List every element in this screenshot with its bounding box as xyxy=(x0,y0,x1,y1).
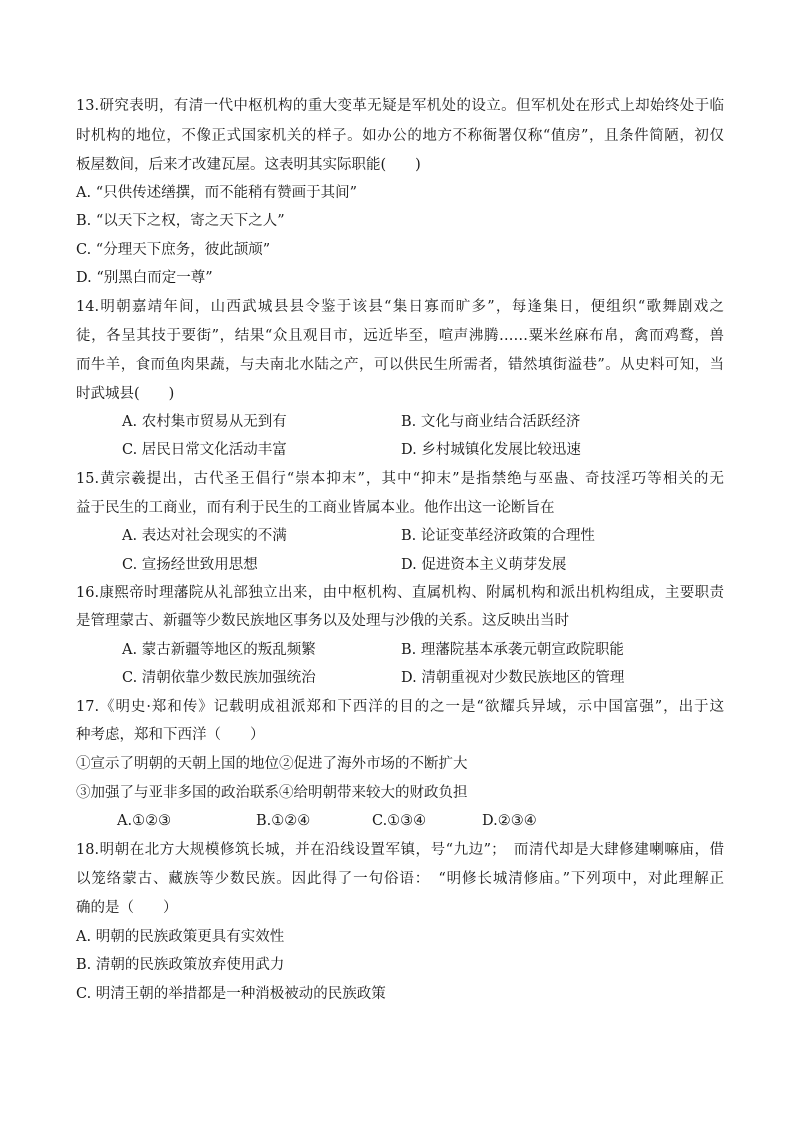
q18-option-a: A. 明朝的民族政策更具有实效性 xyxy=(76,929,285,945)
q15-option-d: D. 促进资本主义萌芽发展 xyxy=(401,557,567,573)
q14-option-a: A. 农村集市贸易从无到有 xyxy=(122,414,287,430)
q16-option-d: D. 清朝重视对少数民族地区的管理 xyxy=(401,670,625,686)
q15-option-c: C. 宣扬经世致用思想 xyxy=(122,557,258,573)
q13-option-c: C. “分理天下庶务，彼此颉颃” xyxy=(76,242,271,258)
q14-option-c: C. 居民日常文化活动丰富 xyxy=(122,442,287,458)
q15-option-b: B. 论证变革经济政策的合理性 xyxy=(401,528,595,544)
q17-statement-line: ③加强了与亚非多国的政治联系④给明朝带来较大的财政负担 xyxy=(76,785,468,801)
q14-option-b: B. 文化与商业结合活跃经济 xyxy=(401,414,581,430)
q13-stem-line: 13.研究表明，有清一代中枢机构的重大变革无疑是军机处的设立。但军机处在形式上却始终处于临 xyxy=(76,98,724,114)
q15-stem-line: 益于民生的工商业，而有利于民生的工商业皆属本业。他作出这一论断旨在 xyxy=(76,500,555,516)
q14-stem-line: 而牛羊，食而鱼肉果蔬，与夫南北水陆之产，可以供民生所需者，错然填街溢巷”。从史料可知，当 xyxy=(76,357,724,373)
q15-option-a: A. 表达对社会现实的不满 xyxy=(122,528,287,544)
q17-option-d: D.②③④ xyxy=(482,813,537,829)
q16-stem-line: 是管理蒙古、新疆等少数民族地区事务以及处理与沙俄的关系。这反映出当时 xyxy=(76,613,569,629)
q13-stem-line: 板屋数间，后来才改建瓦屋。这表明其实际职能( ) xyxy=(76,157,421,173)
q17-statement-line: ①宣示了明朝的天朝上国的地位②促进了海外市场的不断扩大 xyxy=(76,756,468,772)
q14-option-d: D. 乡村城镇化发展比较迅速 xyxy=(401,442,581,458)
q17-stem-line: 17.《明史·郑和传》记载明成祖派郑和下西洋的目的之一是“欲耀兵异域，示中国富强”，出于这 xyxy=(76,699,724,715)
q17-option-a: A.①②③ xyxy=(117,813,172,829)
q14-stem-line: 时武城县( ) xyxy=(76,386,175,402)
q13-option-b: B. “以天下之权，寄之天下之人” xyxy=(76,213,285,229)
q17-option-c: C.①③④ xyxy=(372,813,427,829)
q18-stem-line: 确的是（ ） xyxy=(76,900,178,916)
q15-stem-line: 15.黄宗羲提出，古代圣王倡行“崇本抑末”，其中“抑末”是指禁绝与巫蛊、奇技淫巧等相关的无 xyxy=(76,471,724,487)
q16-option-c: C. 清朝依靠少数民族加强统治 xyxy=(122,670,316,686)
q13-option-a: A. “只供传述缮撰，而不能稍有赞画于其间” xyxy=(76,185,358,201)
q17-option-b: B.①②④ xyxy=(256,813,311,829)
q14-stem-line: 14.明朝嘉靖年间，山西武城县县令鉴于该县“集日寡而旷多”，每逢集日，便组织“歌舞剧戏之 xyxy=(76,299,724,315)
q16-stem-line: 16.康熙帝时理藩院从礼部独立出来，由中枢机构、直属机构、附属机构和派出机构组成，主要职责 xyxy=(76,585,724,601)
q18-stem-line: 以笼络蒙古、藏族等少数民族。因此得了一句俗语： “明修长城清修庙。”下列项中，对此理解正 xyxy=(76,871,724,887)
q16-option-a: A. 蒙古新疆等地区的叛乱频繁 xyxy=(122,642,316,658)
q17-stem-line: 种考虑，郑和下西洋（ ） xyxy=(76,727,265,743)
q16-option-b: B. 理藩院基本承袭元朝宣政院职能 xyxy=(401,642,624,658)
q18-option-c: C. 明清王朝的举措都是一种消极被动的民族政策 xyxy=(76,986,386,1002)
q14-stem-line: 徒，各呈其技于要街”，结果“众且观目市，远近毕至，喧声沸腾……粟米丝麻布帛，禽而鸡鹜，兽 xyxy=(76,328,724,344)
q13-option-d: D. “别黑白而定一尊” xyxy=(76,270,213,286)
q18-option-b: B. 清朝的民族政策放弃使用武力 xyxy=(76,957,285,973)
q18-stem-line: 18.明朝在北方大规模修筑长城，并在沿线设置军镇，号“九边”； 而清代却是大肆修建喇嘛庙，借 xyxy=(76,842,724,858)
q13-stem-line: 时机构的地位，不像正式国家机关的样子。如办公的地方不称衙署仅称“值房”，且条件简陋，初仅 xyxy=(76,128,724,144)
